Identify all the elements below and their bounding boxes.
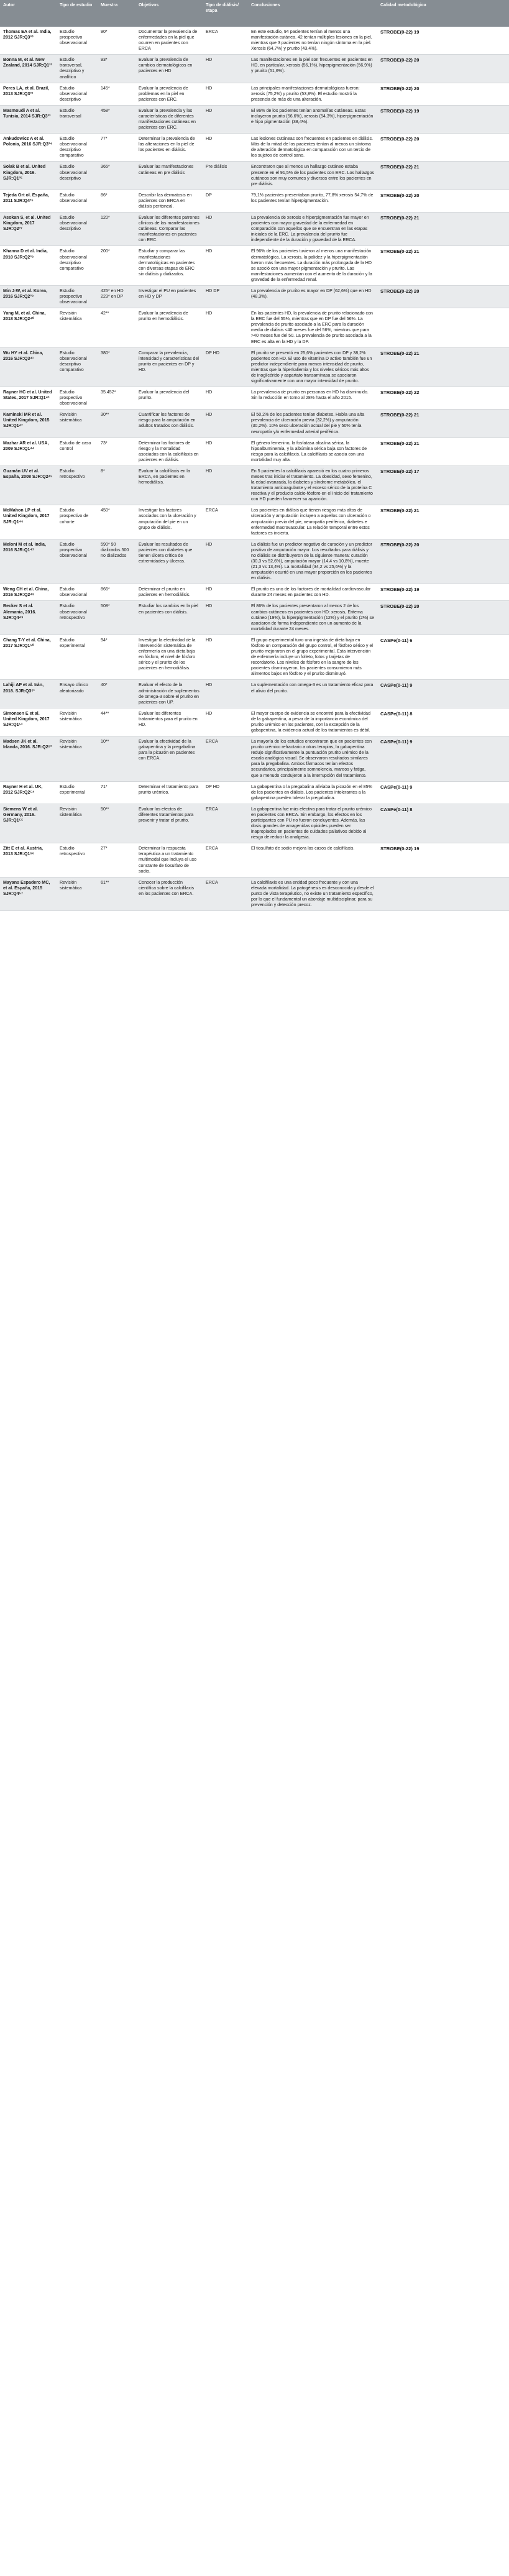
study-type-cell: Estudio transversal, descriptivo y analítico: [57, 55, 98, 83]
author-cell: Rayner HC et al. United States, 2017 SJR:Q1⁴²: [0, 387, 57, 410]
dialysis-cell: ERCA: [203, 27, 248, 55]
objective-cell: Evaluar la calcifilaxis en la ERCA, en pacientes en hemodiálisis.: [135, 465, 203, 505]
sample-cell: 40*: [98, 680, 135, 708]
objective-cell: Describir las dermatosis en pacientes con ERCA en diálisis peritoneal.: [135, 190, 203, 212]
table-row: [0, 736, 509, 782]
sample-cell: 35.452*: [98, 387, 135, 410]
sample-cell: 71*: [98, 781, 135, 804]
objective-cell: Evaluar las manifestaciones cutáneas en pre diálisis: [135, 162, 203, 190]
table-row: [0, 83, 509, 105]
sample-cell: 50**: [98, 804, 135, 843]
conclusion-cell: En 5 pacientes la calcifilaxis apareció en los cuatro primeros meses tras iniciar el tratamiento. La obesidad, sexo femenino, la edad avanzada, la diabetes y síndrome metabólico, el tratamiento anticoagulante y el exceso sérico de la proteína C reactiva y el producto calcio-fósforo en el inicio del tratamiento con HD pueden favorecer su aparición.: [248, 465, 377, 505]
objective-cell: Evaluar la prevalencia del prurito.: [135, 387, 203, 410]
table-row: [0, 781, 509, 804]
objective-cell: Investigar los factores asociados con la ulceración y amputación del pie en un grupo de diálisis.: [135, 505, 203, 539]
dialysis-cell: HD: [203, 539, 248, 584]
author-cell: Zitt E et al. Austria, 2013 SJR:Q1⁵⁶: [0, 843, 57, 877]
conclusion-cell: La mayoría de los estudios encontraron que en pacientes con prurito urémico refractario a otras terapias, la gabapentina redujo significativamente la puntuación prurito urémico de la escala analógica visual. Se observaron resultados similares para la pregabalina. Ambos fármacos tenían efectos secundarios, principalmente somnolencia, mareos y fatiga, que a menudo condujeron a la interrupción del tratamiento.: [248, 736, 377, 782]
conclusion-cell: El grupo experimental tuvo una ingesta de dieta baja en fósforo un comparación del grupo control, el fósforo sérico y el prurito mejoraron en el grupo experimental. Esta intervención de enfermería incluye un folleto, fotos y tarjetas de recordatorio. Los niveles de fósforo en la sangre de los pacientes disminuyeron, los pacientes consumieron más alimentos bajos en fósforo y el prurito disminuyó.: [248, 635, 377, 680]
sample-cell: 450*: [98, 505, 135, 539]
sample-cell: 10**: [98, 736, 135, 782]
studies-table: [0, 0, 509, 911]
conclusion-cell: La gabapentina fue más efectiva para tratar el prurito urémico en pacientes con ERCA. Sin embargo, los efectos en los participantes con PU no fueron concluyentes. Además, las dosis grandes de amagenidas opioides pueden ser inapropiados en pacientes de cuidados paliativos debido al riesgo de reducir la analgesia.: [248, 804, 377, 843]
table-row: [0, 410, 509, 438]
study-type-cell: Estudio prospectivo observacional: [57, 27, 98, 55]
sample-cell: 120*: [98, 213, 135, 246]
conclusion-cell: Las manifestaciones en la piel son frecuentes en pacientes en HD, en particular, xerosis (56,1%), hiperpigmentación (56,9%) y prurito (51,6%).: [248, 55, 377, 83]
sample-cell: 425* en HD 223* en DP: [98, 285, 135, 308]
objective-cell: Cuantificar los factores de riesgo para la amputación en adultos tratados con diálisis.: [135, 410, 203, 438]
sample-cell: 27*: [98, 843, 135, 877]
objective-cell: Evaluar el efecto de la administración de suplementos de omega-3 sobre el prurito en pacientes con UP.: [135, 680, 203, 708]
dialysis-cell: HD: [203, 83, 248, 105]
objective-cell: Evaluar la efectividad de la gabapentina y la pregabalina para la picazón en pacientes con ERCA.: [135, 736, 203, 782]
conclusion-cell: El género femenino, la fosfatasa alcalina sérica, la hipoalbuminemia, y la albúmina sérica baja son factores de riesgo para la calcifilaxis. La calcifilaxis se asocia con una mortalidad muy alta.: [248, 438, 377, 465]
objective-cell: Conocer la producción científica sobre la calcifilaxis en los pacientes con ERCA.: [135, 877, 203, 910]
author-cell: Ankudowicz A et al. Polonia, 2016 SJR:Q3³⁴: [0, 134, 57, 162]
objective-cell: Evaluar la prevalencia de cambios dermatológicos en pacientes en HD: [135, 55, 203, 83]
objective-cell: Estudiar los cambios en la piel en pacientes con diálisis.: [135, 601, 203, 635]
sample-cell: 458*: [98, 105, 135, 133]
header-conclusions: Conclusiones: [248, 0, 377, 27]
study-type-cell: Estudio observacional descriptivo comparativo: [57, 134, 98, 162]
conclusion-cell: 79,1% pacientes presentaban prurito, 77,8% xerosis 54,7% de los pacientes tenían hiperpigmentación.: [248, 190, 377, 212]
author-cell: Mazhar AR et al. USA, 2009 SJR:Q1⁴⁴: [0, 438, 57, 465]
sample-cell: 90*: [98, 27, 135, 55]
dialysis-cell: DP HD: [203, 347, 248, 387]
sample-cell: 77*: [98, 134, 135, 162]
dialysis-cell: HD: [203, 55, 248, 83]
author-cell: Min J-W, et al. Korea, 2016 SJR:Q2³⁹: [0, 285, 57, 308]
quality-cell: STROBE(0-22) 20: [377, 539, 509, 584]
dialysis-cell: ERCA: [203, 843, 248, 877]
quality-cell: STROBE(0-22) 19: [377, 843, 509, 877]
quality-cell: STROBE(0-22) 21: [377, 347, 509, 387]
conclusion-cell: En las pacientes HD, la prevalencia de prurito relacionado con la ERC fue del 55%, mientras que en DP fue del 56%. La prevalencia de prurito asociado a la ERC para la duración media de diálisis <40 meses fue del 56%, mientras que para >40 meses fue del 50. La prevalencia de prurito asociada a la ERC es alta en la HD y la DP.: [248, 308, 377, 347]
study-type-cell: Estudio prospectivo observacional: [57, 387, 98, 410]
table-row: [0, 246, 509, 285]
objective-cell: Evaluar los efectos de diferentes tratamientos para prevenir y tratar el prurito.: [135, 804, 203, 843]
dialysis-cell: HD: [203, 105, 248, 133]
dialysis-cell: HD: [203, 438, 248, 465]
objective-cell: Comparar la prevalencia, intensidad y características del prurito en pacientes en DP y HD.: [135, 347, 203, 387]
table-row: [0, 308, 509, 347]
table-row: [0, 708, 509, 736]
quality-cell: [377, 877, 509, 910]
author-cell: Bonna M, et al. New Zealand, 2014 SJR:Q1³¹: [0, 55, 57, 83]
dialysis-cell: ERCA: [203, 736, 248, 782]
conclusion-cell: Las lesiones cutáneas son frecuentes en pacientes en diálisis. Más de la mitad de los pacientes tenían al menos un síntoma de alteración dermatológica en comparación con un tercio de los sujetos de control sano.: [248, 134, 377, 162]
author-cell: Solak B et al. United Kingdom, 2016. SJR:Q1³⁵: [0, 162, 57, 190]
author-cell: Asokan S, et al. United Kingdom, 2017 SJR:Q2³⁷: [0, 213, 57, 246]
objective-cell: Investigar el PU en pacientes en HD y DP: [135, 285, 203, 308]
objective-cell: Evaluar los diferentes patrones clínicos de las manifestaciones cutáneas. Comparar las manifestaciones en pacientes con ERC.: [135, 213, 203, 246]
objective-cell: Evaluar la prevalencia de problemas en la piel en pacientes con ERC.: [135, 83, 203, 105]
quality-cell: STROBE(0-22) 21: [377, 410, 509, 438]
conclusion-cell: En este estudio, 94 pacientes tenían al menos una manifestación cutánea. 42 tenían múltiples lesiones en la piel, mientras que 3 pacientes no tenían ningún síntoma en la piel. Xerosis (64,7%) y prurito (43,4%).: [248, 27, 377, 55]
author-cell: Meloni M et al. India, 2016 SJR:Q1⁴⁷: [0, 539, 57, 584]
objective-cell: Evaluar la prevalencia y las características de diferentes manifestaciones cutáneas en pacientes con ERC.: [135, 105, 203, 133]
sample-cell: 61**: [98, 877, 135, 910]
quality-cell: STROBE(0-22) 20: [377, 190, 509, 212]
table-row: [0, 635, 509, 680]
objective-cell: Investigar la efectividad de la intervención sistemática de enfermería en una dieta baja en fósforo, el nivel de fósforo sérico y el prurito de los pacientes en hemodiálisis.: [135, 635, 203, 680]
objective-cell: Evaluar la prevalencia de prurito en hemodiálisis.: [135, 308, 203, 347]
study-type-cell: Revisión sistemática: [57, 877, 98, 910]
table-row: [0, 680, 509, 708]
author-cell: Becker S et al. Alemania, 2016. SJR:Q4⁴⁹: [0, 601, 57, 635]
study-type-cell: Estudio prospectivo observacional: [57, 285, 98, 308]
sample-cell: 8*: [98, 465, 135, 505]
study-type-cell: Estudio observacional descriptivo comparativo: [57, 347, 98, 387]
sample-cell: 200*: [98, 246, 135, 285]
table-row: [0, 347, 509, 387]
sample-cell: 93*: [98, 55, 135, 83]
sample-cell: 73*: [98, 438, 135, 465]
dialysis-cell: DP HD: [203, 781, 248, 804]
study-type-cell: Ensayo clínico aleatorizado: [57, 680, 98, 708]
conclusion-cell: El mayor cuerpo de evidencia se encontró para la efectividad de la gabapentina, a pesar de la importancia económica del prurito urémico en los pacientes, con la excepción de la gabapentina, la evidencia actual de los tratamientos es débil.: [248, 708, 377, 736]
table-row: [0, 387, 509, 410]
quality-cell: CASPe(0-11) 9: [377, 736, 509, 782]
dialysis-cell: HD: [203, 465, 248, 505]
study-type-cell: Revisión sistemática: [57, 736, 98, 782]
conclusion-cell: El 96% de los pacientes tuvieron al menos una manifestación dermatológica. La xerosis, la palidez y la hiperpigmentación fueron más frecuentes. La duración más prolongada de la HD se asoció con una mayor pigmentación y prurito. Las manifestaciones aumentan con el aumento de la duración y la gravedad de la enfermedad renal.: [248, 246, 377, 285]
header-study-type: Tipo de estudio: [57, 0, 98, 27]
sample-cell: 86*: [98, 190, 135, 212]
author-cell: Madsen JK et al. Irlanda, 2016. SJR:Q2⁵³: [0, 736, 57, 782]
dialysis-cell: HD: [203, 387, 248, 410]
dialysis-cell: HD: [203, 246, 248, 285]
table-row: [0, 134, 509, 162]
quality-cell: STROBE(0-22) 20: [377, 601, 509, 635]
quality-cell: STROBE(0-22) 17: [377, 465, 509, 505]
table-row: [0, 55, 509, 83]
study-type-cell: Revisión sistemática: [57, 308, 98, 347]
conclusion-cell: El 86% de los pacientes presentaron al menos 2 de los cambios cutáneos en pacientes con HD: xerosis, Eritema cutáneo (19%), la hiperpigmentación (12%) y el prurito (2%) se asociaron de forma independiente con un aumento de la mortalidad durante 24 meses.: [248, 601, 377, 635]
author-cell: Thomas EA et al. India, 2012 SJR:Q3³⁰: [0, 27, 57, 55]
dialysis-cell: HD: [203, 213, 248, 246]
conclusion-cell: Encontraron que al menos un hallazgo cutáneo estaba presente en el 91,5% de los pacientes con ERC. Los hallazgos cutáneos son muy comunes y diversos entre los pacientes en pre diálisis.: [248, 162, 377, 190]
conclusion-cell: El tiosulfato de sodio mejora los casos de calcifilaxis.: [248, 843, 377, 877]
study-type-cell: Estudio observacional: [57, 584, 98, 601]
conclusion-cell: La calcifilaxis es una entidad poco frecuente y con una elevada mortalidad. La patogénesis es desconocida y desde el punto de vista terapéutico, no existe un tratamiento específico, por lo que el fundamental un abordaje multidisciplinar, para su prevención y detección precoz.: [248, 877, 377, 910]
quality-cell: STROBE(0-22) 21: [377, 162, 509, 190]
study-type-cell: Estudio experimental: [57, 781, 98, 804]
quality-cell: STROBE(0-22) 21: [377, 438, 509, 465]
header-dialysis-type: Tipo de diálisis/ etapa: [203, 0, 248, 27]
sample-cell: 30**: [98, 410, 135, 438]
dialysis-cell: HD: [203, 601, 248, 635]
study-type-cell: Estudio observacional descriptivo: [57, 83, 98, 105]
author-cell: Chang T-Y et al. China, 2017 SJR:Q1⁵⁰: [0, 635, 57, 680]
dialysis-cell: HD: [203, 308, 248, 347]
quality-cell: STROBE(0-22) 20: [377, 134, 509, 162]
quality-cell: STROBE(0-22) 21: [377, 246, 509, 285]
table-row: [0, 190, 509, 212]
conclusion-cell: Los pacientes en diálisis que tienen riesgos más altos de ulceración y amputación incluyen a aquellos con ulceración o amputación previa del pie, neuropatía periférica, diabetes e enfermedad macrovascular. La relación temporal entre estos factores es incierta.: [248, 505, 377, 539]
sample-cell: 866*: [98, 584, 135, 601]
author-cell: Tejeda Ort ol. España, 2011 SJR:Q4³⁶: [0, 190, 57, 212]
study-type-cell: Estudio prospectivo de cohorte: [57, 505, 98, 539]
header-objectives: Objetivos: [135, 0, 203, 27]
objective-cell: Evaluar los resultados de pacientes con diabetes que tienen úlcera crítica de extremidades y úlceras.: [135, 539, 203, 584]
dialysis-cell: HD: [203, 410, 248, 438]
dialysis-cell: Pre diálisis: [203, 162, 248, 190]
study-type-cell: Revisión sistemática: [57, 708, 98, 736]
dialysis-cell: ERCA: [203, 505, 248, 539]
table-row: [0, 505, 509, 539]
author-cell: Wu HY et al. China, 2016 SJR:Q3⁴¹: [0, 347, 57, 387]
author-cell: Rayner H et al. UK, 2012 SJR:Q2⁵⁴: [0, 781, 57, 804]
study-type-cell: Estudio observacional descriptivo: [57, 162, 98, 190]
table-row: [0, 285, 509, 308]
quality-cell: CASPe(0-11) 8: [377, 708, 509, 736]
sample-cell: 42**: [98, 308, 135, 347]
sample-cell: 508*: [98, 601, 135, 635]
header-quality: Calidad metodológica: [377, 0, 509, 27]
author-cell: Lahiji AP et al. Irán, 2018. SJR:Q3⁵¹: [0, 680, 57, 708]
quality-cell: CASPe(0-11) 8: [377, 804, 509, 843]
dialysis-cell: ERCA: [203, 804, 248, 843]
dialysis-cell: HD: [203, 680, 248, 708]
conclusion-cell: El 86% de los pacientes tenían anomalías cutáneas. Estas incluyeron prurito (56,6%), xerosis (54,3%), hiperpigmentación e hipo pigmentación (38,4%).: [248, 105, 377, 133]
author-cell: Weng CH et al. China, 2016 SJR:Q2⁴⁸: [0, 584, 57, 601]
author-cell: Guzmán UV et al. España, 2008 SJR:Q2⁴⁵: [0, 465, 57, 505]
study-type-cell: Estudio observacional retrospectivo: [57, 601, 98, 635]
quality-cell: STROBE(0-22) 19: [377, 105, 509, 133]
dialysis-cell: HD DP: [203, 285, 248, 308]
objective-cell: Determinar el prurito en pacientes en hemodiálisis.: [135, 584, 203, 601]
quality-cell: CASPe(0-11) 9: [377, 781, 509, 804]
author-cell: Peres LA, et al. Brazil, 2013 SJR:Q3³²: [0, 83, 57, 105]
author-cell: Siemens W et al. Germany, 2016. SJR:Q1⁵⁵: [0, 804, 57, 843]
objective-cell: Evaluar los diferentes tratamientos para el prurito en HD.: [135, 708, 203, 736]
table-body: [0, 27, 509, 911]
study-type-cell: Estudio observacional: [57, 190, 98, 212]
author-cell: Khanna D et al. India, 2010 SJR:Q2³⁸: [0, 246, 57, 285]
quality-cell: CASPe(0-11) 6: [377, 635, 509, 680]
author-cell: Mayans Espadero MC, et al. España, 2015 SJR:Q4⁵⁷: [0, 877, 57, 910]
quality-cell: STROBE(0-22) 21: [377, 505, 509, 539]
author-cell: Masmoudi A et al. Tunisia, 2014 SJR:Q3³³: [0, 105, 57, 133]
header-author: Autor: [0, 0, 57, 27]
study-type-cell: Estudio retrospectivo: [57, 465, 98, 505]
study-type-cell: Estudio transversal: [57, 105, 98, 133]
table-row: [0, 539, 509, 584]
dialysis-cell: HD: [203, 635, 248, 680]
study-type-cell: Revisión sistemática: [57, 804, 98, 843]
sample-cell: 590* 90 dializados 500 no dializados: [98, 539, 135, 584]
conclusion-cell: Las principales manifestaciones dermatológicas fueron: xerosis (75,2%) y prurito (53,8%). El estudio mostró la presencia de más de una alteración.: [248, 83, 377, 105]
dialysis-cell: HD: [203, 584, 248, 601]
objective-cell: Determinar la respuesta terapéutica a un tratamiento multimodal que incluya el uso constante de tiosulfato de sodio.: [135, 843, 203, 877]
conclusion-cell: La prevalencia de xerosis e hiperpigmentación fue mayor en pacientes con mayor gravedad de la enfermedad en comparación con aquellos que se encuentran en las etapas iniciales de la ERC. La prevalencia del prurito fue independiente de la duración y gravedad de la ERCA.: [248, 213, 377, 246]
conclusion-cell: La diálisis fue un predictor negativo de curación y un predictor positivo de amputación mayor. Los resultados para diálisis y no diálisis se distribuyeron de la siguiente manera: curación (30,3 vs 52,6%), amputación mayor (14,4 vs 10,8%), muerte (21,3 vs 13,4%). La mortalidad (34,2 vs 25,6%) y la amputación ocurrió en una mayor proporción en los pacientes en diálisis.: [248, 539, 377, 584]
table-row: [0, 162, 509, 190]
objective-cell: Estudiar y comparar las manifestaciones dermatológicas en pacientes con diversas etapas de ERC sin diálisis y dializados.: [135, 246, 203, 285]
sample-cell: 94*: [98, 635, 135, 680]
conclusion-cell: El prurito se presentó en 25,6% pacientes con DP y 38,2% pacientes con HD. El uso de vitamina D activo también fue un predictor independiente para menos intensidad de prurito, mientras que la hiperkaliemia y los niveles séricos más altos de inoglicérido y aspartato transaminasa se asociaron significativamente con una mayor intensidad de prurito.: [248, 347, 377, 387]
header-sample: Muestra: [98, 0, 135, 27]
dialysis-cell: ERCA: [203, 877, 248, 910]
conclusion-cell: La prevalencia de prurito es mayor en DP (62,6%) que en HD (48,3%).: [248, 285, 377, 308]
conclusion-cell: El prurito es uno de los factores de mortalidad cardiovascular durante 24 meses en pacientes con HD.: [248, 584, 377, 601]
table-row: [0, 804, 509, 843]
table-row: [0, 465, 509, 505]
sample-cell: 145*: [98, 83, 135, 105]
table-header-row: [0, 0, 509, 27]
table-row: [0, 105, 509, 133]
study-type-cell: Estudio prospectivo observacional: [57, 539, 98, 584]
study-type-cell: Estudio de caso control: [57, 438, 98, 465]
dialysis-cell: DP: [203, 190, 248, 212]
study-type-cell: Estudio observacional descriptivo comparativo: [57, 246, 98, 285]
conclusion-cell: La gabapentina o la pregabalina aliviaba la picazón en el 85% de los pacientes en diálisis. Los pacientes intolerantes a la gabapentina pueden tolerar la pregabalina.: [248, 781, 377, 804]
conclusion-cell: La prevalencia de prurito en personas en HD ha disminuido. Sin la reducción en torno al 28% hasta el año 2015.: [248, 387, 377, 410]
table-row: [0, 584, 509, 601]
table-row: [0, 213, 509, 246]
study-type-cell: Estudio observacional descriptivo: [57, 213, 98, 246]
study-type-cell: Estudio retrospectivo: [57, 843, 98, 877]
table-row: [0, 601, 509, 635]
sample-cell: 365*: [98, 162, 135, 190]
objective-cell: Determinar los factores de riesgo y la mortalidad asociados con la calcifilaxis en pacientes en diálisis.: [135, 438, 203, 465]
sample-cell: 380*: [98, 347, 135, 387]
quality-cell: STROBE(0-22) 21: [377, 213, 509, 246]
quality-cell: STROBE(0-22) 20: [377, 83, 509, 105]
author-cell: Yang M, et al. China, 2018 SJR:Q2⁴⁰: [0, 308, 57, 347]
author-cell: Simonsen E et al. United Kingdom, 2017 SJR:Q1⁵²: [0, 708, 57, 736]
objective-cell: Determinar el tratamiento para prurito urémico.: [135, 781, 203, 804]
dialysis-cell: HD: [203, 134, 248, 162]
quality-cell: STROBE(0-22) 20: [377, 285, 509, 308]
table-row: [0, 27, 509, 55]
conclusion-cell: La suplementación con omega-3 es un tratamiento eficaz para el alivio del prurito.: [248, 680, 377, 708]
study-type-cell: Revisión sistemática: [57, 410, 98, 438]
objective-cell: Determinar la prevalencia de las alteraciones en la piel de los pacientes en diálisis.: [135, 134, 203, 162]
quality-cell: STROBE(0-22) 20: [377, 55, 509, 83]
conclusion-cell: El 50,2% de los pacientes tenían diabetes. Había una alta prevalencia de ulceración previa (32,2%) y amputación (30,2%). 10% sexo ulceración actual del pie y 50% tenía neuropatía y/o enfermedad arterial periférica.: [248, 410, 377, 438]
quality-cell: CASPe(0-11) 9: [377, 680, 509, 708]
study-type-cell: Estudio experimental: [57, 635, 98, 680]
table-row: [0, 843, 509, 877]
author-cell: McMahon LP et al. United Kingdom, 2017 SJR:Q1⁴⁶: [0, 505, 57, 539]
quality-cell: STROBE(0-22) 19: [377, 27, 509, 55]
author-cell: Kaminski MR et al. United Kingdom, 2015 SJR:Q1⁴³: [0, 410, 57, 438]
table-row: [0, 438, 509, 465]
table-row: [0, 877, 509, 910]
quality-cell: STROBE(0-22) 19: [377, 584, 509, 601]
dialysis-cell: HD: [203, 708, 248, 736]
quality-cell: STROBE(0-22) 22: [377, 387, 509, 410]
quality-cell: [377, 308, 509, 347]
objective-cell: Documentar la prevalencia de enfermedades en la piel que ocurren en pacientes con ERCA: [135, 27, 203, 55]
sample-cell: 44**: [98, 708, 135, 736]
